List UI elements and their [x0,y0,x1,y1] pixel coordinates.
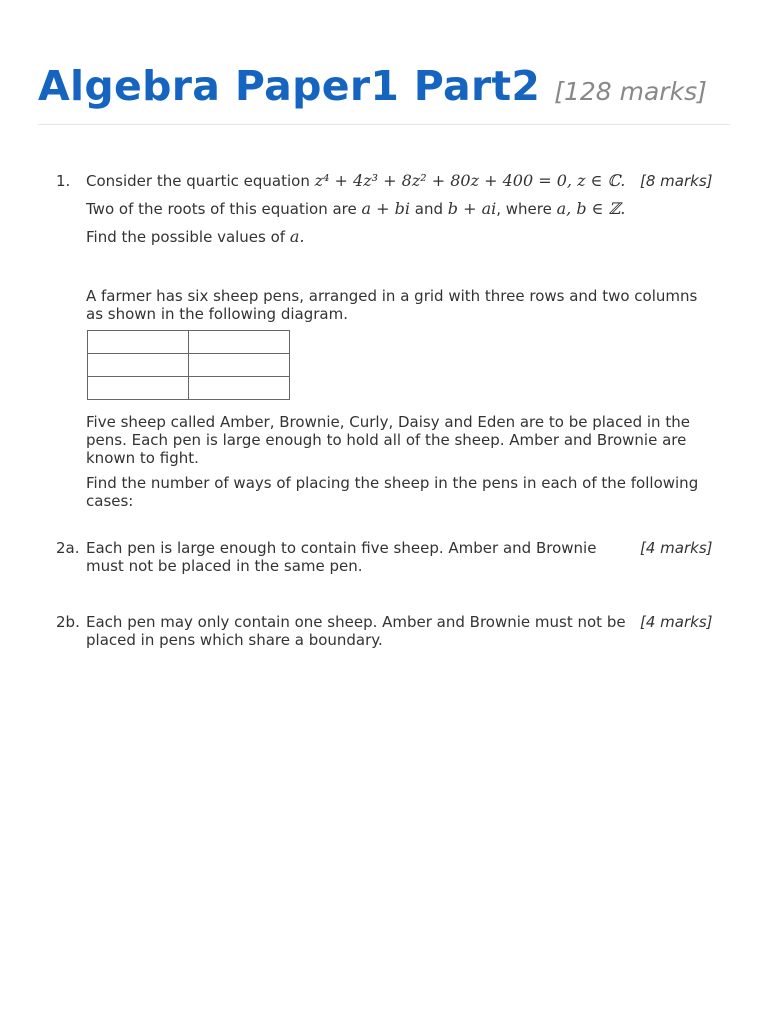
question-number: 2a. [56,539,80,557]
context-instruction [86,474,716,510]
pen-cell [189,377,290,400]
context-description-text: Five sheep called Amber, Brownie, Curly, Daisy and Eden are to be placed in the pens. Each pen is large enough to hold all of the sheep. Amber and Brownie are known to fight. [86,413,690,467]
quartic-equation: z⁴ + 4z³ + 8z² + 80z + 400 = 0, z ∈ ℂ. [314,171,626,190]
pen-cell [189,354,290,377]
question-marks: [8 marks] [640,172,713,190]
question-text: , where [496,200,557,218]
question-text: Find the possible values of [86,228,290,246]
question-text: and [410,200,448,218]
root-expression: a + bi [361,199,410,218]
question-text: Two of the roots of this equation are [86,200,362,218]
context-instruction-text: Find the number of ways of placing the sheep in the pens in each of the following cases: [86,474,699,510]
question-number: 1. [56,172,71,190]
context-intro-text: A farmer has six sheep pens, arranged in a grid with three rows and two columns as shown in the following diagram. [86,287,698,323]
variable: a. [289,227,305,246]
question-number: 2b. [56,613,80,631]
question-body [86,172,636,256]
context-intro [86,287,716,323]
context-description [86,413,716,467]
pen-cell [88,354,189,377]
page-title: Algebra Paper1 Part2 [38,62,541,110]
question-marks: [4 marks] [640,539,713,557]
pen-cell [189,331,290,354]
question-text: Consider the quartic equation [86,172,315,190]
total-marks: [128 marks] [554,77,707,106]
question-marks: [4 marks] [640,613,713,631]
question-text: Each pen may only contain one sheep. Amber and Brownie must not be placed in pens which share a boundary. [86,613,626,649]
pen-cell [88,377,189,400]
integer-condition: a, b ∈ ℤ. [556,199,626,218]
header-divider [38,124,730,125]
question-line [86,200,636,218]
pen-cell [88,331,189,354]
sheep-pens-diagram [87,330,290,400]
root-expression: b + ai [447,199,497,218]
question-line [86,228,636,246]
question-text: Each pen is large enough to contain five sheep. Amber and Brownie must not be placed in the same pen. [86,539,597,575]
page-header [38,62,730,110]
question-line [86,172,636,190]
